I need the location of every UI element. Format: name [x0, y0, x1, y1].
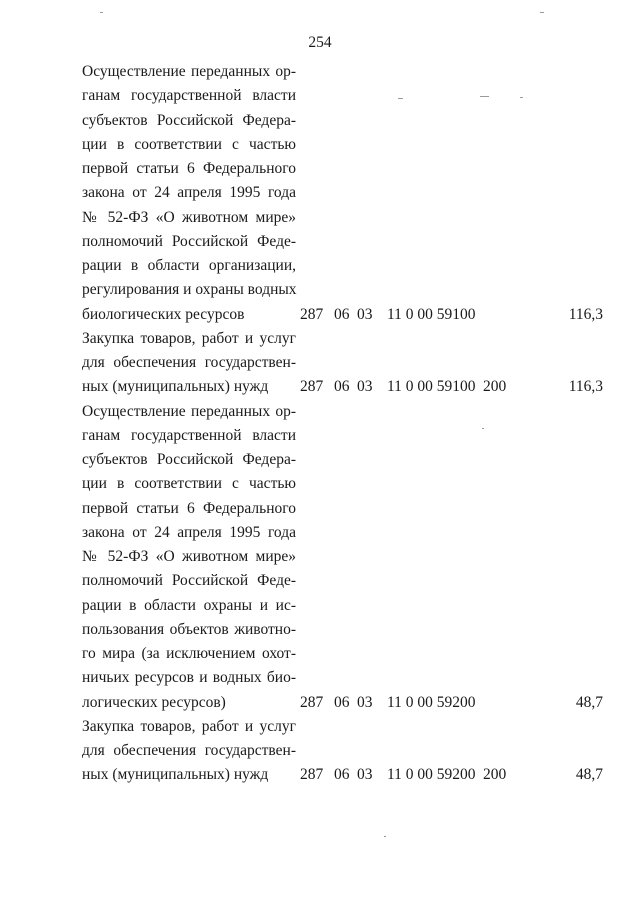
row-description-line: ции в соответствии с частью: [82, 135, 296, 153]
row-line: [0, 715, 640, 739]
row-line: [0, 254, 640, 278]
row-description-line: ции в соответствии с частью: [82, 475, 296, 493]
target-article-code: 11 0 00 59200: [387, 693, 476, 711]
row-description-line: пользования объектов животно-: [82, 620, 296, 638]
row-description-line: логических ресурсов): [82, 693, 226, 711]
row-line: [0, 521, 640, 545]
row-description-line: биологических ресурсов: [82, 305, 245, 323]
row-line: [0, 133, 640, 157]
section-code: 06: [334, 305, 350, 323]
row-description-line: Осуществление переданных ор-: [82, 63, 296, 80]
admin-code: 287: [300, 766, 324, 784]
subsection-code: 03: [357, 378, 373, 396]
row-description-line: рации в области охраны и ис-: [82, 596, 296, 614]
row-line: [0, 375, 640, 399]
row-description-line: Осуществление переданных ор-: [82, 402, 296, 420]
row-line: [0, 60, 640, 84]
row-description-line: полномочий Российской Феде-: [82, 232, 296, 250]
row-line: [0, 157, 640, 181]
row-description-line: закона от 24 апреля 1995 года: [82, 523, 296, 541]
row-line: [0, 109, 640, 133]
section-code: 06: [334, 766, 350, 784]
row-line: [0, 691, 640, 715]
row-line: [0, 545, 640, 569]
expense-type-code: 200: [483, 378, 507, 396]
row-line: [0, 497, 640, 521]
admin-code: 287: [300, 693, 324, 711]
row-description-line: субъектов Российской Федера-: [82, 451, 296, 468]
row-description-line: Закупка товаров, работ и услуг: [82, 329, 296, 347]
row-description-line: Закупка товаров, работ и услуг: [82, 717, 296, 735]
row-line: [0, 448, 640, 472]
expense-type-code: 200: [483, 766, 507, 784]
subsection-code: 03: [357, 693, 373, 711]
scan-speck: [520, 97, 523, 98]
row-description-line: ганам государственной власти: [82, 87, 296, 105]
amount: 116,3: [568, 378, 603, 396]
subsection-code: 03: [357, 766, 373, 784]
amount: 48,7: [575, 693, 603, 711]
row-line: [0, 206, 640, 230]
admin-code: 287: [300, 378, 324, 396]
scan-speck: [480, 96, 489, 97]
amount: 48,7: [575, 766, 603, 784]
row-description-line: ничьих ресурсов и водных био-: [82, 669, 296, 687]
row-line: [0, 351, 640, 375]
row-description-line: для обеспечения государствен-: [82, 742, 296, 759]
target-article-code: 11 0 00 59100: [387, 378, 476, 396]
row-description-line: го мира (за исключением охот-: [82, 645, 296, 662]
row-description-line: рации в области организации,: [82, 257, 296, 274]
page-number: 254: [308, 34, 332, 51]
row-line: [0, 763, 640, 787]
row-line: [0, 472, 640, 496]
row-line: [0, 278, 640, 302]
row-line: [0, 569, 640, 593]
row-description-line: для обеспечения государствен-: [82, 354, 296, 371]
subsection-code: 03: [357, 305, 373, 323]
row-line: [0, 739, 640, 763]
row-description-line: субъектов Российской Федера-: [82, 111, 296, 129]
row-line: [0, 230, 640, 254]
row-description-line: ных (муниципальных) нужд: [82, 378, 269, 396]
row-description-line: № 52-ФЗ «О животном мире»: [82, 548, 296, 565]
admin-code: 287: [300, 305, 324, 323]
row-line: [0, 303, 640, 327]
scan-speck: [540, 12, 544, 13]
scan-speck: [398, 98, 403, 99]
target-article-code: 11 0 00 59200: [387, 766, 476, 784]
row-description-line: полномочий Российской Феде-: [82, 572, 296, 590]
section-code: 06: [334, 693, 350, 711]
row-line: [0, 327, 640, 351]
scan-speck: [482, 428, 484, 429]
row-line: [0, 594, 640, 618]
row-line: [0, 84, 640, 108]
row-line: [0, 618, 640, 642]
row-description-line: первой статьи 6 Федерального: [82, 160, 296, 177]
scan-speck: [384, 836, 386, 837]
scan-speck: [100, 12, 103, 13]
row-description-line: № 52-ФЗ «О животном мире»: [82, 208, 296, 226]
row-description-line: закона от 24 апреля 1995 года: [82, 184, 296, 202]
row-line: [0, 400, 640, 424]
target-article-code: 11 0 00 59100: [387, 305, 476, 323]
row-description-line: ганам государственной власти: [82, 426, 296, 444]
row-description-line: регулирования и охраны водных: [82, 281, 297, 299]
row-line: [0, 666, 640, 690]
row-description-line: первой статьи 6 Федерального: [82, 499, 296, 517]
row-line: [0, 181, 640, 205]
row-description-line: ных (муниципальных) нужд: [82, 766, 269, 784]
row-line: [0, 642, 640, 666]
section-code: 06: [334, 378, 350, 396]
amount: 116,3: [568, 305, 603, 323]
row-line: [0, 424, 640, 448]
